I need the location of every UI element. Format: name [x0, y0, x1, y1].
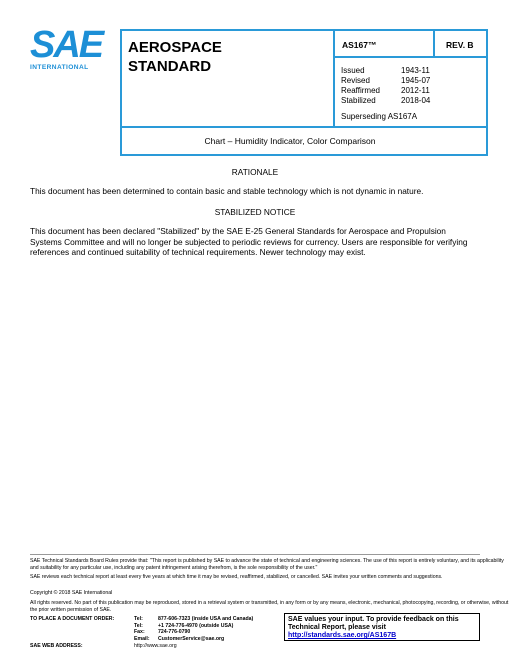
web-label: SAE WEB ADDRESS:	[30, 643, 83, 649]
date-list	[341, 66, 430, 106]
sae-logo	[30, 26, 106, 76]
copyright-text: Copyright © 2018 SAE International	[30, 590, 113, 596]
contact-row	[134, 623, 253, 630]
date-value: 1943-11	[401, 66, 430, 75]
stabilized-heading: STABILIZED NOTICE	[214, 207, 296, 217]
board-rules-text: SAE Technical Standards Board Rules provide that: "This report is published by SAE to advance the state of technical and engineering sciences. The use of this report is entirely voluntary, and its applicability and suitability for any particular use, including any patent infringement arising therefrom, is the sole responsibility of the user."	[30, 558, 504, 571]
rights-text: All rights reserved. No part of this publication may be reproduced, stored in a retrieval system or transmitted, in any form or by any means, electronic, mechanical, photocopying, recording, or otherwise, without the prior written permission of SAE.	[30, 600, 509, 613]
contact-row	[134, 616, 253, 623]
contact-value: 724-776-0790	[158, 629, 191, 636]
contact-row	[134, 629, 253, 636]
revision-label: REV. B	[446, 40, 474, 50]
superseding-note: Superseding AS167A	[341, 112, 418, 121]
contact-value: 877-606-7323 (inside USA and Canada)	[158, 616, 254, 622]
contact-row	[134, 636, 253, 643]
date-value: 2018-04	[401, 96, 431, 105]
date-row-revised	[341, 76, 430, 86]
standard-type	[128, 38, 222, 76]
date-label: Stabilized	[341, 96, 376, 105]
date-label: Reaffirmed	[341, 86, 380, 95]
contact-label: Fax:	[134, 629, 145, 636]
contact-label: Tel:	[134, 616, 143, 622]
footer-divider	[30, 554, 480, 555]
rationale-text: This document has been determined to contain basic and stable technology which is not dynamic in nature.	[30, 186, 424, 196]
date-row-reaffirmed	[341, 86, 430, 96]
date-label: Issued	[341, 66, 365, 75]
rationale-heading: RATIONALE	[231, 167, 279, 177]
standard-type-line-1: AEROSPACE	[128, 39, 222, 56]
date-row-issued	[341, 66, 430, 76]
web-address[interactable]: http://www.sae.org	[134, 643, 177, 649]
date-label: Revised	[341, 76, 370, 85]
date-value: 2012-11	[401, 86, 430, 95]
contact-email[interactable]: CustomerService@sae.org	[158, 635, 225, 642]
contact-list	[134, 616, 253, 642]
date-row-stabilized	[341, 96, 430, 106]
document-title: Chart – Humidity Indicator, Color Comparison	[204, 136, 376, 146]
logo-subtitle: INTERNATIONAL	[30, 64, 89, 71]
feedback-link[interactable]: http://standards.sae.org/AS167B	[288, 632, 397, 639]
contact-label: Tel:	[134, 622, 143, 629]
logo-mark: SAE	[30, 24, 103, 66]
document-number: AS167™	[342, 40, 377, 50]
order-label: TO PLACE A DOCUMENT ORDER:	[30, 616, 115, 622]
standard-type-line-2: STANDARD	[128, 58, 212, 75]
feedback-box	[284, 613, 480, 641]
stabilized-text: This document has been declared "Stabilized" by the SAE E-25 General Standards for Aerospace and Propulsion Systems Committee and will no longer be subjected to periodic reviews for currency. Users are responsible for verifying references and continued suitability of technical requirements. Newer technology may exist.	[30, 226, 468, 257]
date-value: 1945-07	[401, 76, 431, 85]
contact-label: Email:	[134, 635, 150, 642]
feedback-text: SAE values your input. To provide feedback on this Technical Report, please visit	[288, 616, 459, 631]
contact-value: +1 724-776-4970 (outside USA)	[158, 622, 234, 629]
review-policy-text: SAE reviews each technical report at least every five years at which time it may be revised, reaffirmed, stabilized, or cancelled. SAE invites your written comments and suggestions.	[30, 574, 443, 580]
